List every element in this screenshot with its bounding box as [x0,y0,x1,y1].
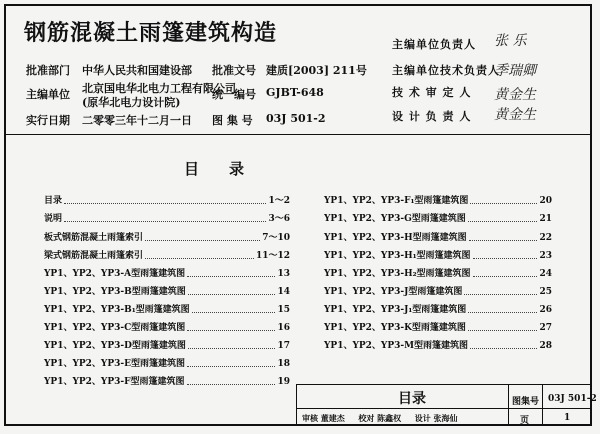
tb-top-line [296,384,592,385]
toc-entry-page: 26 [539,305,552,315]
toc-entry-label: 目录 [44,196,63,206]
tb-divider [296,384,297,426]
toc-entry-label: 梁式钢筋混凝土雨篷索引 [44,251,144,261]
toc-entry-page: 14 [277,287,290,297]
toc-entry-page: 18 [277,359,290,369]
date-value: 二零零三年十二月一日 [82,114,192,127]
toc-entry-page: 13 [277,269,290,279]
approve-dept-label: 批准部门 [26,64,70,77]
approve-dept-value: 中华人民共和国建设部 [82,64,192,77]
toc-entry-label: YP1、YP2、YP3-M型雨篷建筑图 [324,341,469,351]
toc-entry-page: 20 [539,196,552,206]
sig-role-tech-reviewer: 技 术 审 定 人 [392,86,472,99]
chief-unit-label: 主编单位 [26,88,70,101]
toc-entry-label: YP1、YP2、YP3-H₁型雨篷建筑图 [324,251,471,261]
toc-entry-page: 3～6 [268,214,290,224]
leader-dots [187,384,276,385]
toc-entry-page: 7～10 [262,233,290,243]
toc-entry[interactable] [324,321,552,333]
title-block-page-value: 1 [564,413,571,423]
leader-dots [473,258,538,259]
toc-entry-label: YP1、YP2、YP3-H₂型雨篷建筑图 [324,269,471,279]
sig-role-chief-unit-head: 主编单位负责人 [392,38,476,51]
toc-entry-label: YP1、YP2、YP3-A型雨篷建筑图 [44,269,186,279]
leader-dots [188,294,276,295]
toc-entry[interactable] [44,212,290,224]
toc-entry[interactable] [44,194,290,206]
toc-entry-page: 16 [277,323,290,333]
leader-dots [64,203,266,204]
leader-dots [470,203,537,204]
title-block-atlas-label: 图集号 [512,397,540,407]
title-block-atlas-value: 03J 501-2 [548,394,597,404]
atlas-value: 03J 501-2 [266,112,326,125]
toc-entry-page: 11～12 [255,251,290,261]
atlas-title: 钢筋混凝土雨篷建筑构造 [24,21,278,46]
leader-dots [468,221,538,222]
atlas-label: 图 集 号 [212,114,253,127]
leader-dots [468,330,538,331]
date-label: 实行日期 [26,114,70,127]
leader-dots [464,294,537,295]
toc-entry[interactable] [324,339,552,351]
toc-entry-label: YP1、YP2、YP3-B型雨篷建筑图 [44,287,186,297]
toc-entry[interactable] [324,303,552,315]
toc-entry-label: YP1、YP2、YP3-K型雨篷建筑图 [324,323,466,333]
leader-dots [192,312,276,313]
toc-entry-label: 说明 [44,214,63,224]
code-label: 统一编号 [212,88,256,101]
signature-chief-unit-head: 张 乐 [494,33,527,49]
sig-role-chief-tech-head: 主编单位技术负责人 [392,64,500,77]
leader-dots [188,348,276,349]
toc-entry[interactable] [44,357,290,369]
leader-dots [145,258,254,259]
code-value: GJBT-648 [266,86,324,99]
toc-entry-label: YP1、YP2、YP3-D型雨篷建筑图 [44,341,186,351]
leader-dots [469,240,538,241]
title-block-title: 目录 [398,391,426,407]
leader-dots [470,348,537,349]
approve-doc-label: 批准文号 [212,64,256,77]
toc-entry[interactable] [44,321,290,333]
title-block-approvals: 审核 董建杰 校对 陈鑫权 设计 张海仙 [302,413,458,423]
toc-entry[interactable] [324,285,552,297]
toc-entry-label: YP1、YP2、YP3-C型雨篷建筑图 [44,323,186,333]
toc-entry-label: YP1、YP2、YP3-J型雨篷建筑图 [324,287,463,297]
toc-entry-page: 17 [277,341,290,351]
toc-entry-label: YP1、YP2、YP3-H型雨篷建筑图 [324,233,467,243]
toc-entry-label: YP1、YP2、YP3-E型雨篷建筑图 [44,359,185,369]
tb-divider [508,384,509,426]
leader-dots [473,276,538,277]
title-block-page-label: 页 [520,416,530,426]
toc-entry[interactable] [324,249,552,261]
leader-dots [468,312,537,313]
approve-doc-value: 建质[2003] 211号 [266,64,367,77]
toc-entry[interactable] [324,267,552,279]
leader-dots [145,240,260,241]
toc-entry[interactable] [44,231,290,243]
tb-mid-line [296,408,592,409]
header-divider [4,134,592,135]
toc-entry[interactable] [324,194,552,206]
toc-entry[interactable] [44,375,290,387]
toc-entry[interactable] [44,303,290,315]
toc-entry[interactable] [324,212,552,224]
toc-entry-page: 21 [539,214,552,224]
leader-dots [187,366,276,367]
toc-entry-page: 23 [539,251,552,261]
toc-entry-page: 22 [539,233,552,243]
sig-role-design-head: 设 计 负 责 人 [392,110,472,123]
tb-divider [542,384,543,426]
toc-entry-page: 1～2 [268,196,290,206]
toc-entry-page: 15 [277,305,290,315]
leader-dots [187,330,275,331]
leader-dots [64,221,266,222]
leader-dots [187,276,275,277]
toc-entry[interactable] [44,249,290,261]
signature-chief-tech-head: 季瑞卿 [494,63,536,79]
signature-design-head: 黄金生 [494,107,536,123]
toc-entry[interactable] [44,267,290,279]
signature-tech-reviewer: 黄金生 [494,87,536,103]
chief-unit-value-2: (原华北电力设计院) [82,96,181,109]
toc-entry-label: YP1、YP2、YP3-F型雨篷建筑图 [44,377,185,387]
toc-entry-label: YP1、YP2、YP3-B₁型雨篷建筑图 [44,305,190,315]
chief-unit-value-1: 北京国电华北电力工程有限公司 [82,82,236,95]
toc-entry[interactable] [44,285,290,297]
toc-entry-label: YP1、YP2、YP3-G型雨篷建筑图 [324,214,466,224]
toc-entry-page: 24 [539,269,552,279]
toc-entry-page: 25 [539,287,552,297]
toc-entry-label: 板式钢筋混凝土雨篷索引 [44,233,144,243]
toc-entry[interactable] [324,231,552,243]
toc-entry-label: YP1、YP2、YP3-F₁型雨篷建筑图 [324,196,469,206]
toc-entry-page: 27 [539,323,552,333]
toc-title: 目 录 [184,160,245,178]
toc-entry-page: 28 [539,341,552,351]
toc-entry[interactable] [44,339,290,351]
toc-entry-page: 19 [277,377,290,387]
toc-entry-label: YP1、YP2、YP3-J₁型雨篷建筑图 [324,305,467,315]
